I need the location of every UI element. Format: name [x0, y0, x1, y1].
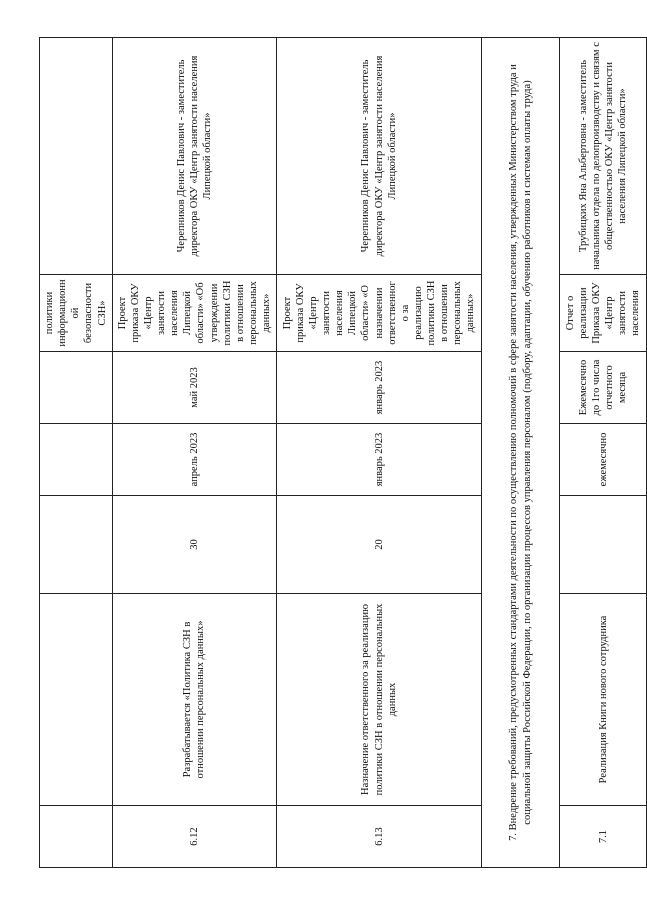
cell-result: Проект приказа ОКУ «Центр занятости населения Липецкой области» «О назначении ответственного за реализацию политики СЗН в отношении персональных данных»	[277, 275, 482, 352]
cell-number: 6.13	[277, 806, 482, 868]
cell-number: 6.12	[112, 806, 277, 868]
cell-start	[40, 424, 113, 496]
cell-responsible: Черепников Денис Павлович - заместитель директора ОКУ «Центр занятости населения Липецкой области»	[112, 38, 277, 275]
table-row-6-12	[112, 38, 277, 868]
cell-period: 20	[277, 496, 482, 594]
table-row-7-1	[560, 38, 647, 868]
cell-number: 7.1	[560, 806, 647, 868]
cell-activity: Реализация Книги нового сотрудника	[560, 594, 647, 806]
cell-activity	[40, 594, 113, 806]
cell-number	[40, 806, 113, 868]
cell-result: Проект приказа ОКУ «Центр занятости населения Липецкой области» «Об утверждении политики СЗН в отношении персональных данных»	[112, 275, 277, 352]
table-row-continuation	[40, 38, 113, 868]
cell-responsible	[40, 38, 113, 275]
cell-end	[40, 352, 113, 424]
cell-period	[40, 496, 113, 594]
section-7-row	[482, 38, 560, 868]
cell-start: ежемесячно	[560, 424, 647, 496]
cell-responsible: Черепников Денис Павлович - заместитель директора ОКУ «Центр занятости населения Липецкой области»	[277, 38, 482, 275]
cell-period: 30	[112, 496, 277, 594]
plan-table	[39, 37, 647, 868]
cell-end: Ежемесячно до 1го числа отчетного месяца	[560, 352, 647, 424]
cell-start: апрель 2023	[112, 424, 277, 496]
cell-responsible: Трубицких Яна Альбертовна - заместитель начальника отдела по делопроизводству и связям с общественностью ОКУ «Центр занятости населения Липецкой области»	[560, 38, 647, 275]
section-7-heading: 7. Внедрение требований, предусмотренных стандартами деятельности по осуществлению полномочий в сфере занятости населения, утвержденных Министерством труда и социальной защиты Российской Федерации, по организации процессов управления персоналом (подбору, адаптации, обучению работников и системам оплаты труда)	[482, 38, 560, 868]
cell-activity: Разрабатывается «Политика СЗН в отношении персональных данных»	[112, 594, 277, 806]
cell-start: январь 2023	[277, 424, 482, 496]
cell-end: май 2023	[112, 352, 277, 424]
cell-activity: Назначение ответственного за реализацию политики СЗН в отношении персональных данных	[277, 594, 482, 806]
table-row-6-13	[277, 38, 482, 868]
cell-end: январь 2023	[277, 352, 482, 424]
cell-result: политики информационной безопасности СЗН»	[40, 275, 113, 352]
cell-result: Отчет о реализации Приказа ОКУ «Центр занятости населения	[560, 275, 647, 352]
cell-period	[560, 496, 647, 594]
rotated-page	[39, 38, 642, 868]
